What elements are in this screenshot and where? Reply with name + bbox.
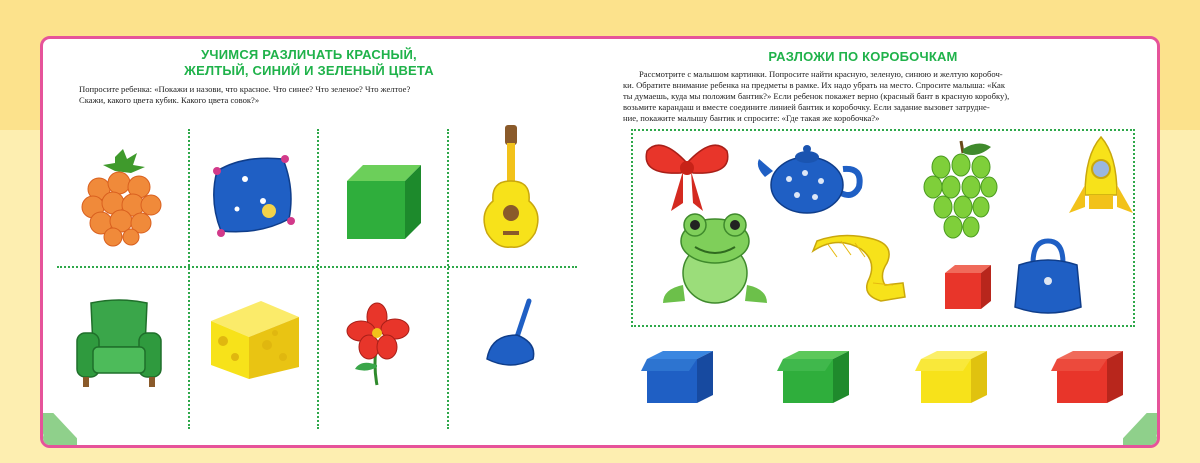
- red-flower-picture: [343, 301, 413, 387]
- left-title-line-2: ЖЕЛТЫЙ, СИНИЙ И ЗЕЛЕНЫЙ ЦВЕТА: [184, 63, 434, 78]
- green-box-picture: [777, 349, 857, 405]
- blue-handbag-picture: [1011, 237, 1085, 317]
- red-bow-picture: [641, 135, 733, 215]
- blue-pillow-picture: [203, 149, 303, 241]
- red-box-picture: [1051, 349, 1131, 405]
- grid-divider-h: [57, 266, 577, 268]
- right-page-title: РАЗЛОЖИ ПО КОРОБОЧКАМ: [768, 49, 958, 64]
- right-instruction-line-4: возьмите карандаш и вместе соедините линией бантик и коробочку. Если задание вызовет затрудне-: [623, 102, 990, 112]
- grid-divider-v3: [447, 129, 449, 429]
- right-instruction-line-1: Рассмотрите с малышом картинки. Попросите найти красную, зеленую, синюю и желтую коробоч-: [639, 69, 1003, 79]
- right-instruction-line-2: ки. Обратите внимание ребенка на предметы в рамке. Их надо убрать на место. Спросите малыша: «Как: [623, 80, 1006, 90]
- left-instruction-line-2: Скажи, какого цвета кубик. Какого цвета совок?»: [79, 95, 260, 105]
- yellow-scarf-picture: [807, 235, 921, 309]
- green-armchair-picture: [71, 297, 167, 389]
- page-number-right: [1123, 413, 1160, 448]
- book-spread: [40, 36, 1160, 448]
- yellow-cheese-picture: [205, 295, 305, 381]
- right-instruction-line-5: ние, покажите малышу бантик и спросите: «Где такая же коробочка?»: [623, 113, 880, 123]
- right-instruction: [623, 69, 1123, 124]
- green-frog-picture: [659, 211, 771, 311]
- blue-teapot-picture: [755, 137, 865, 217]
- green-cube-picture: [341, 159, 425, 243]
- right-instruction-line-3: ты думаешь, куда мы положим бантик?» Если ребенок покажет верно (красный бант в красную коробку),: [623, 91, 1010, 101]
- green-grapes-picture: [921, 139, 1001, 249]
- yellow-guitar-picture: [469, 121, 553, 251]
- red-cube-picture: [941, 261, 993, 313]
- left-instruction: [79, 84, 479, 106]
- left-page-title: [139, 47, 479, 79]
- left-instruction-line-1: Попросите ребенка: «Покажи и назови, что красное. Что синее? Что зеленое? Что желтое?: [79, 84, 411, 94]
- blue-scoop-picture: [477, 297, 547, 377]
- yellow-box-picture: [915, 349, 995, 405]
- grid-divider-v2: [317, 129, 319, 429]
- red-berry-picture: [81, 147, 165, 247]
- page-number-left: [40, 413, 77, 448]
- blue-box-picture: [641, 349, 721, 405]
- grid-divider-v1: [188, 129, 190, 429]
- yellow-rocket-picture: [1065, 135, 1137, 235]
- left-title-line-1: УЧИМСЯ РАЗЛИЧАТЬ КРАСНЫЙ,: [201, 47, 417, 62]
